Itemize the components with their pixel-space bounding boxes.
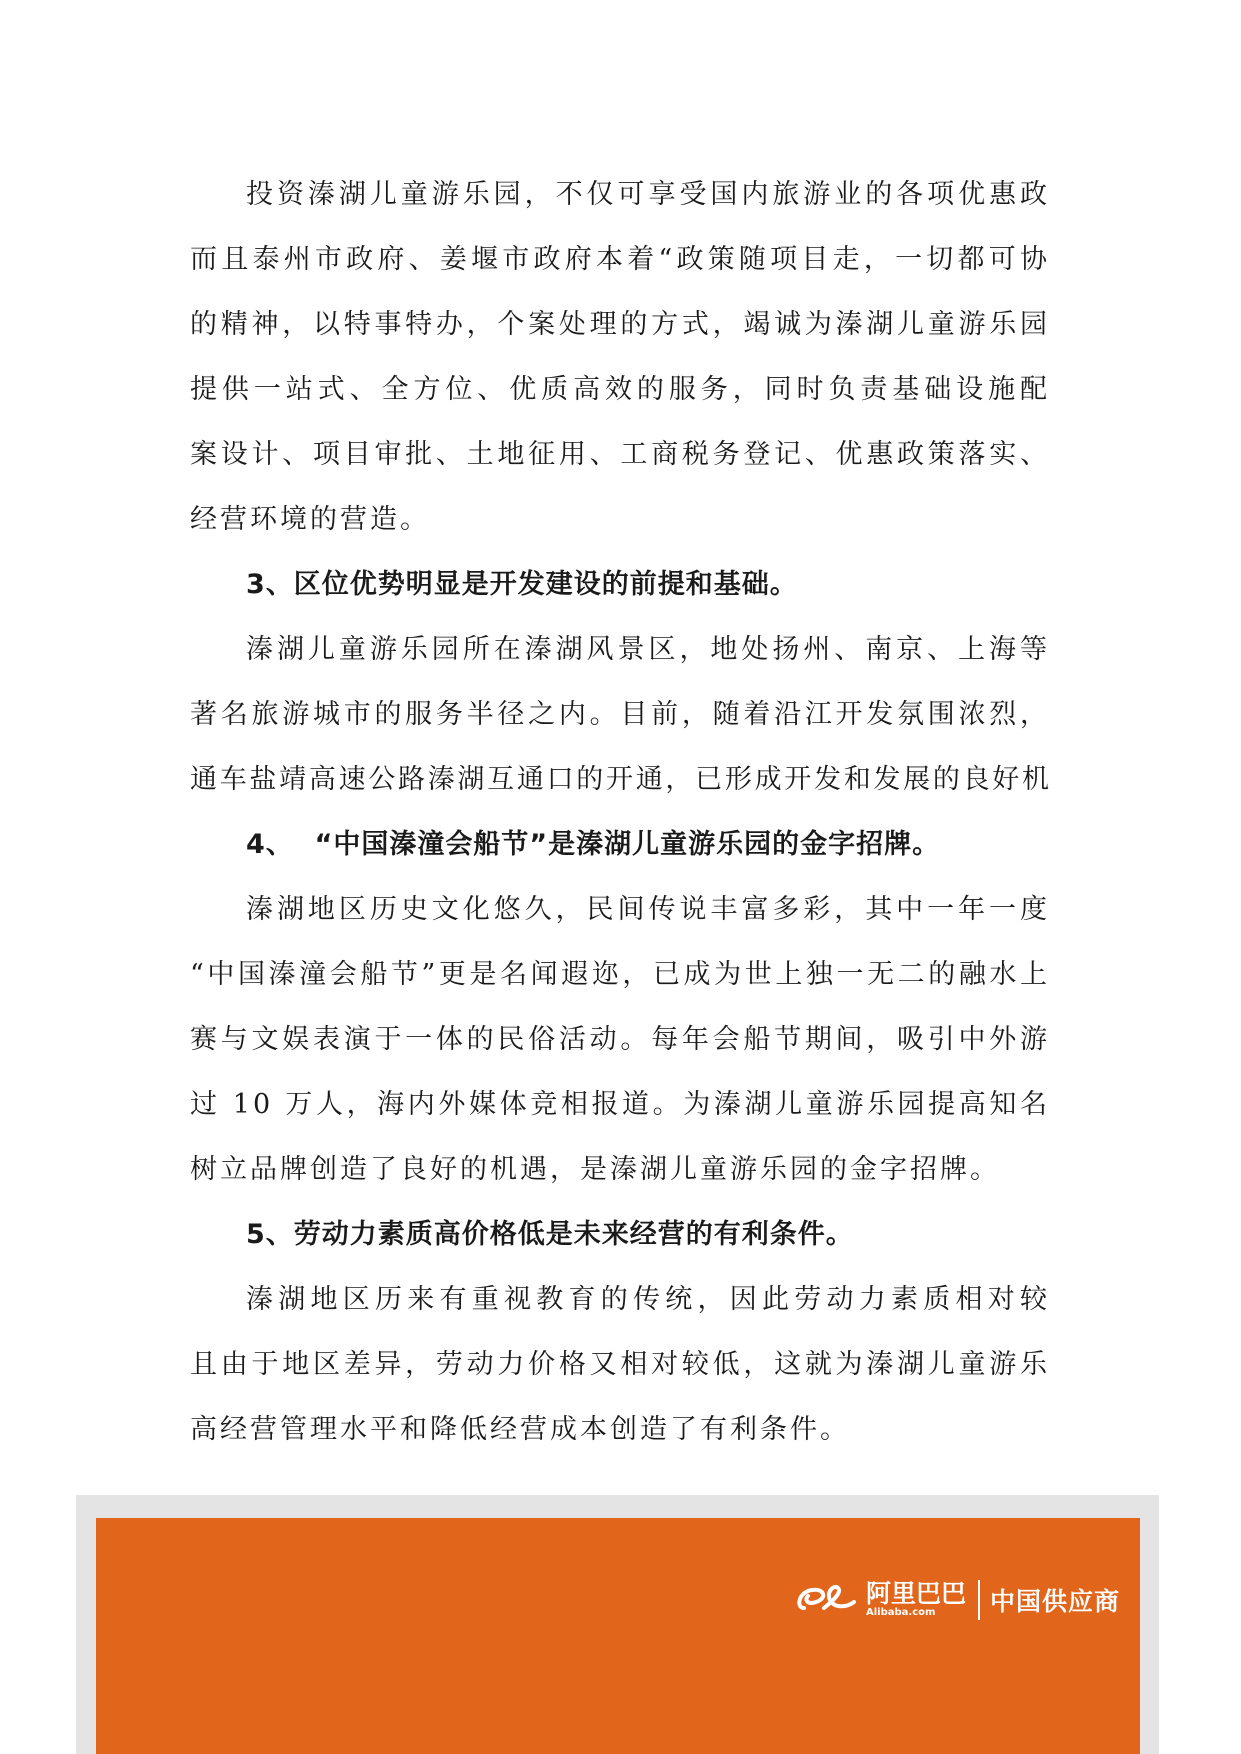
paragraph-line: 案设计、项目审批、土地征用、工商税务登记、优惠政策落实、 <box>190 439 1050 470</box>
logo-english-name: Alibaba.com <box>866 1607 936 1618</box>
logo-slogan: 中国供应商 <box>990 1587 1121 1616</box>
paragraph-line: 且由于地区差异，劳动力价格又相对较低，这就为溱湖儿童游乐 <box>190 1349 1050 1380</box>
section-heading-4: 4、 “中国溱潼会船节”是溱湖儿童游乐园的金字招牌。 <box>246 829 941 860</box>
footer-banner <box>96 1518 1140 1754</box>
paragraph-line: 溱湖儿童游乐园所在溱湖风景区，地处扬州、南京、上海等 <box>246 634 1050 665</box>
paragraph-line: 的精神，以特事特办，个案处理的方式，竭诚为溱湖儿童游乐园 <box>190 309 1050 340</box>
document-body <box>190 162 1050 1462</box>
paragraph-line: 溱湖地区历来有重视教育的传统，因此劳动力素质相对较 <box>246 1284 1050 1315</box>
logo-divider <box>978 1580 980 1620</box>
paragraph-line: 过 10 万人，海内外媒体竞相报道。为溱湖儿童游乐园提高知名 <box>190 1089 1050 1120</box>
paragraph-line: 投资溱湖儿童游乐园，不仅可享受国内旅游业的各项优惠政 <box>246 179 1050 210</box>
paragraph-line: 而且泰州市政府、姜堰市政府本着“政策随项目走，一切都可协 <box>190 244 1050 275</box>
paragraph-line: 经营环境的营造。 <box>190 504 430 535</box>
section-heading-5: 5、劳动力素质高价格低是未来经营的有利条件。 <box>246 1219 854 1250</box>
paragraph-line: 提供一站式、全方位、优质高效的服务，同时负责基础设施配 <box>190 374 1050 405</box>
logo-wordmark <box>866 1581 966 1619</box>
section-heading-3: 3、区位优势明显是开发建设的前提和基础。 <box>246 569 798 600</box>
alibaba-china-supplier-logo <box>794 1578 1120 1622</box>
paragraph-line: 通车盐靖高速公路溱湖互通口的开通，已形成开发和发展的良好机 <box>190 764 1050 795</box>
paragraph-line: 著名旅游城市的服务半径之内。目前，随着沿江开发氛围浓烈， <box>190 699 1050 730</box>
paragraph-line: “中国溱潼会船节”更是名闻遐迩，已成为世上独一无二的融水上 <box>190 959 1050 990</box>
paragraph-line: 赛与文娱表演于一体的民俗活动。每年会船节期间，吸引中外游 <box>190 1024 1050 1055</box>
logo-chinese-name: 阿里巴巴 <box>866 1579 967 1608</box>
paragraph-line: 树立品牌创造了良好的机遇，是溱湖儿童游乐园的金字招牌。 <box>190 1154 1000 1185</box>
alibaba-logo-icon <box>794 1578 858 1622</box>
paragraph-line: 高经营管理水平和降低经营成本创造了有利条件。 <box>190 1414 850 1445</box>
paragraph-line: 溱湖地区历史文化悠久，民间传说丰富多彩，其中一年一度 <box>246 894 1050 925</box>
